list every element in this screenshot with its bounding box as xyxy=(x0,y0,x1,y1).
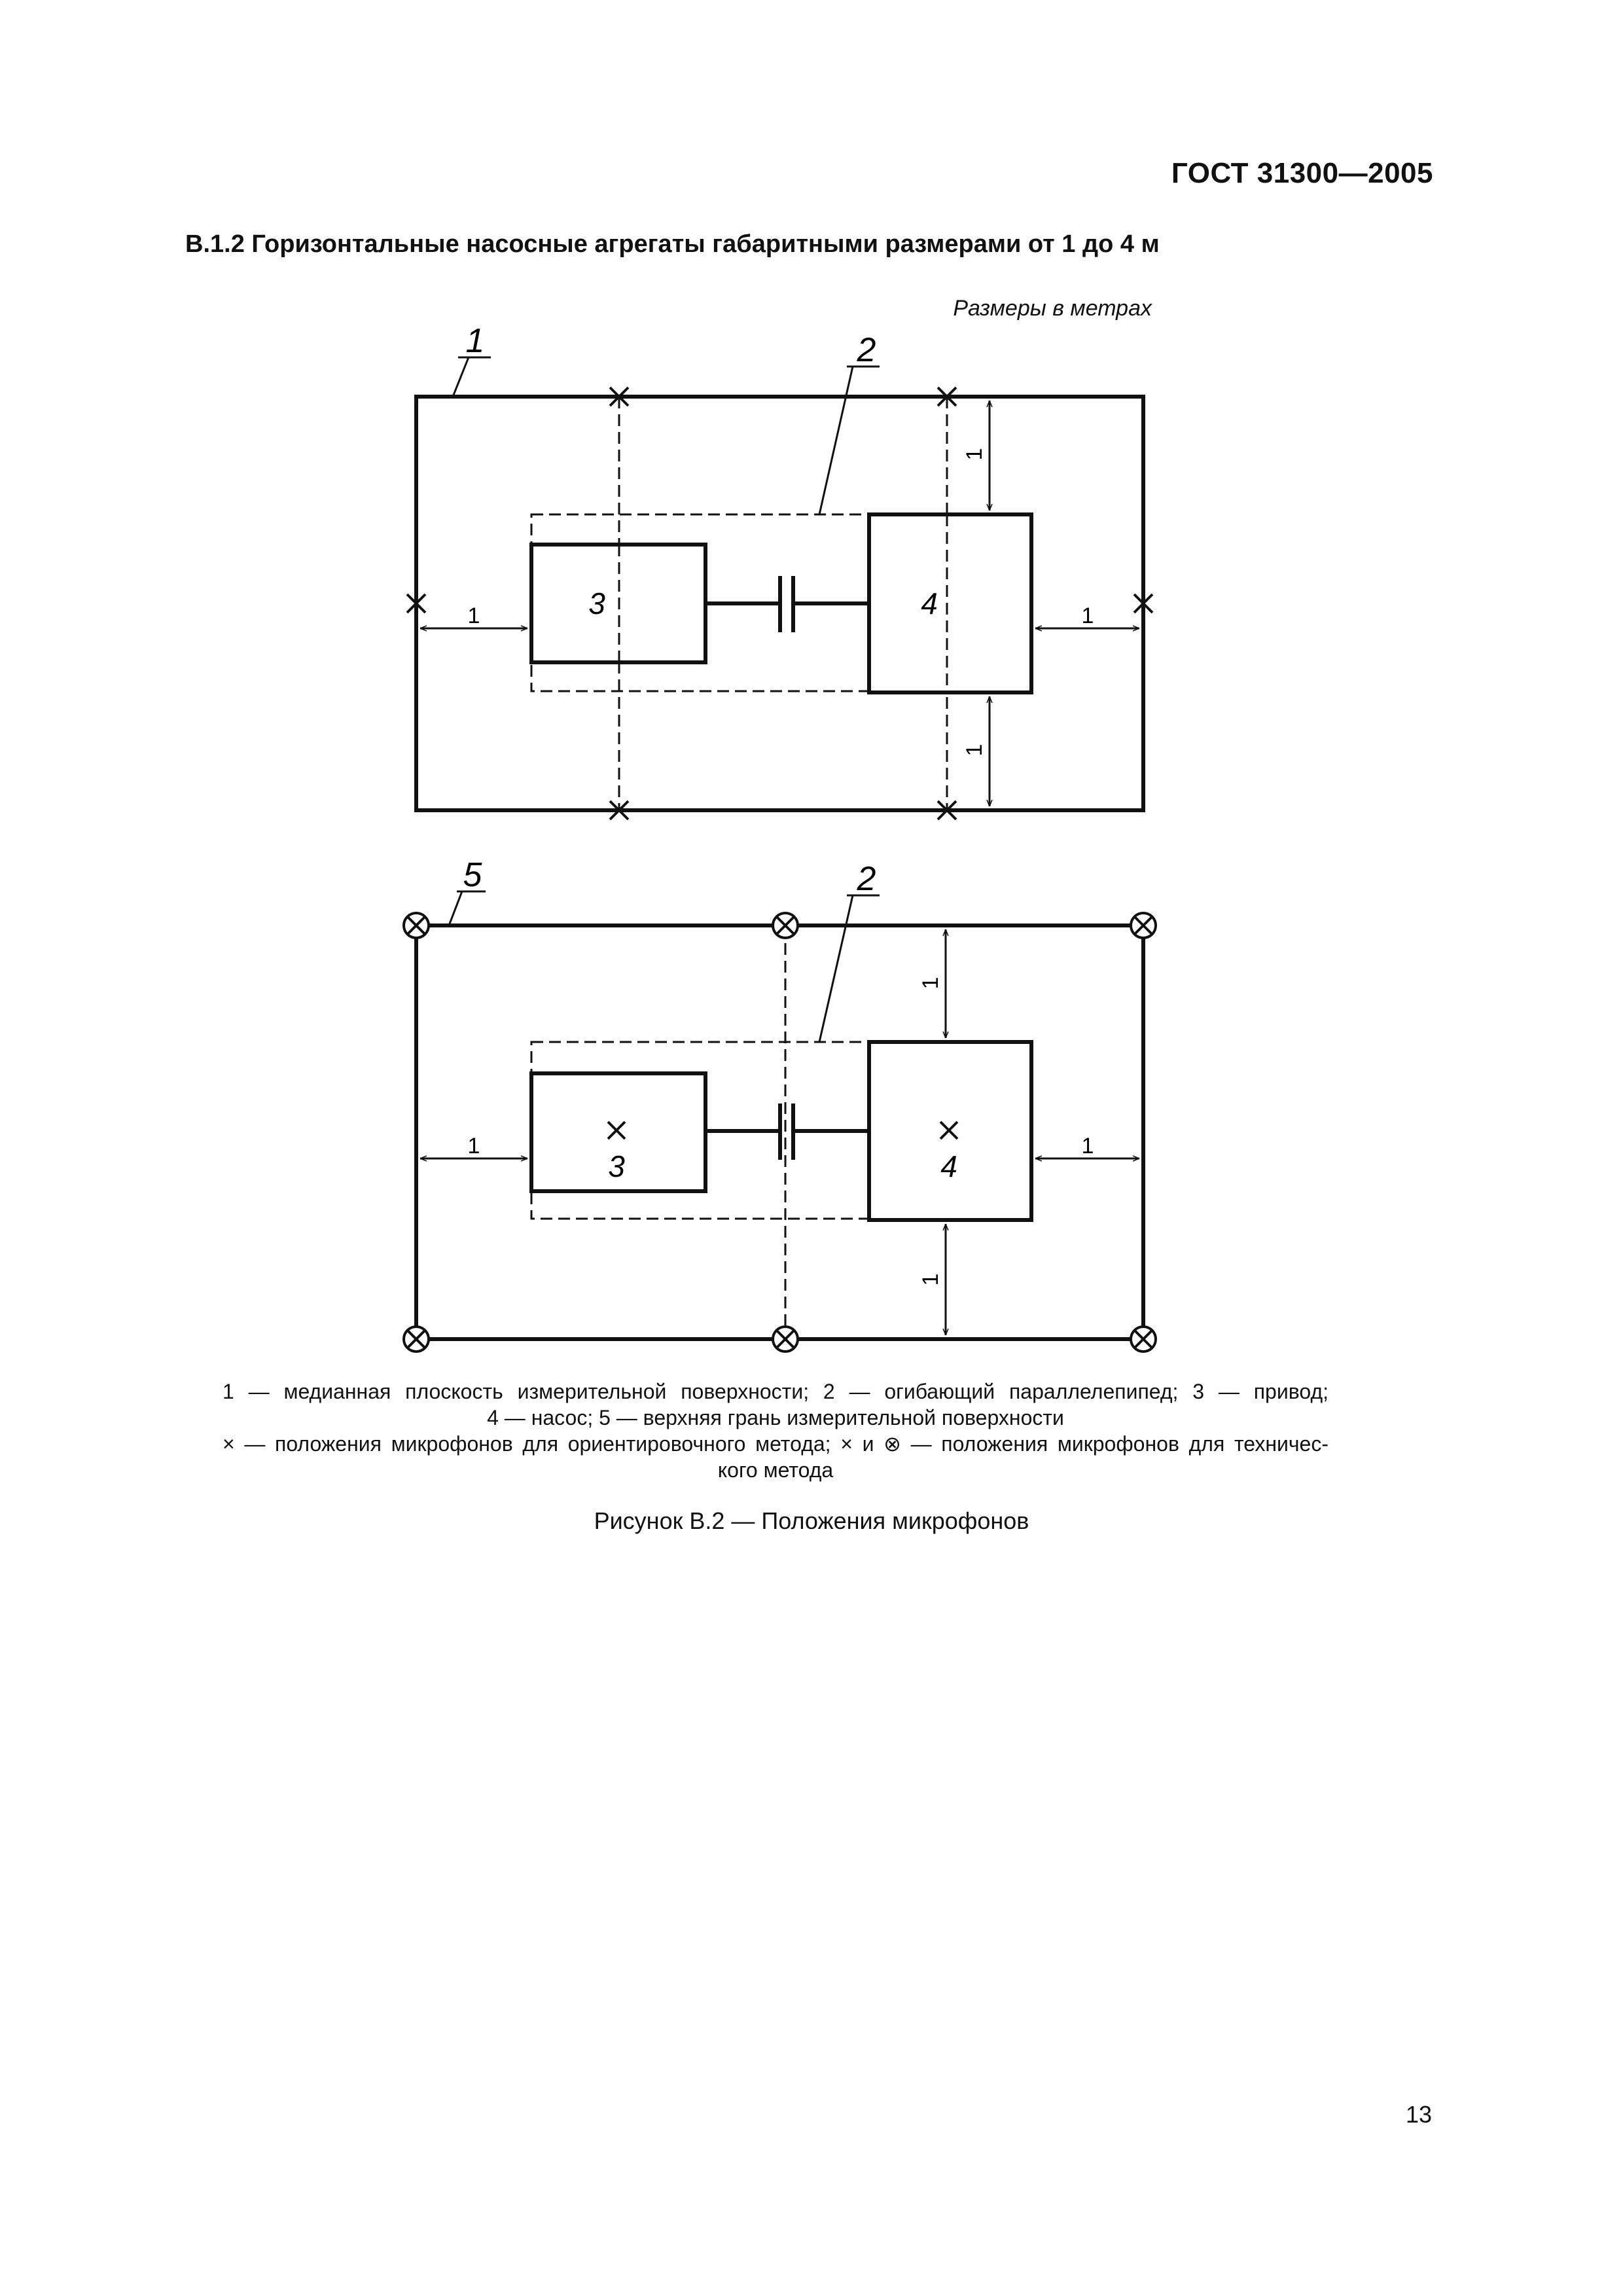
dimension-label: 1 xyxy=(962,448,987,461)
dimension-label: 1 xyxy=(962,744,987,757)
legend-line-2: 4 — насос; 5 — верхняя грань измерительной поверхности xyxy=(487,1406,1064,1429)
circled-cross-marker xyxy=(773,913,798,938)
legend-line-1: 1 — медианная плоскость измерительной поверхности; 2 — огибающий параллелепипед; 3 — привод; xyxy=(223,1380,1329,1403)
circled-cross-marker xyxy=(404,1327,429,1352)
drive-label: 3 xyxy=(588,586,605,620)
legend-line-3: × — положения микрофонов для ориентировочного метода; × и ⊗ — положения микрофонов для техничес- xyxy=(223,1432,1329,1456)
dimension-label: 1 xyxy=(918,977,943,990)
pump-label: 4 xyxy=(921,586,938,620)
callout-1-label: 1 xyxy=(465,322,485,360)
units-note: Размеры в метрах xyxy=(953,296,1152,321)
circled-cross-marker xyxy=(773,1327,798,1352)
legend-line-4: кого метода xyxy=(717,1458,834,1482)
document-header: ГОСТ 31300—2005 xyxy=(1171,157,1433,189)
circled-cross-marker xyxy=(404,913,429,938)
bottom-diagram xyxy=(404,856,1156,1352)
dimension-label: 1 xyxy=(918,1273,943,1286)
dimension-label: 1 xyxy=(467,603,480,628)
top-diagram xyxy=(407,322,1152,819)
section-title: В.1.2 Горизонтальные насосные агрегаты габаритными размерами от 1 до 4 м xyxy=(185,230,1160,258)
page-number: 13 xyxy=(1405,2101,1432,2128)
callout-5-label: 5 xyxy=(463,856,482,894)
leader-line xyxy=(819,895,853,1042)
callout-2-label: 2 xyxy=(857,860,876,898)
leader-line xyxy=(453,357,469,397)
circled-cross-marker xyxy=(1131,913,1156,938)
callout-2-label: 2 xyxy=(857,331,876,369)
circled-cross-marker xyxy=(1131,1327,1156,1352)
dimension-label: 1 xyxy=(1081,603,1094,628)
dimension-label: 1 xyxy=(1081,1134,1094,1158)
drive-label: 3 xyxy=(608,1149,625,1183)
dimension-label: 1 xyxy=(467,1134,480,1158)
figure-legend xyxy=(223,1378,1329,1483)
pump-label: 4 xyxy=(940,1149,957,1183)
pump-box xyxy=(869,514,1031,692)
leader-line xyxy=(819,367,853,514)
figure-caption: Рисунок В.2 — Положения микрофонов xyxy=(594,1507,1029,1534)
leader-line xyxy=(449,891,462,925)
